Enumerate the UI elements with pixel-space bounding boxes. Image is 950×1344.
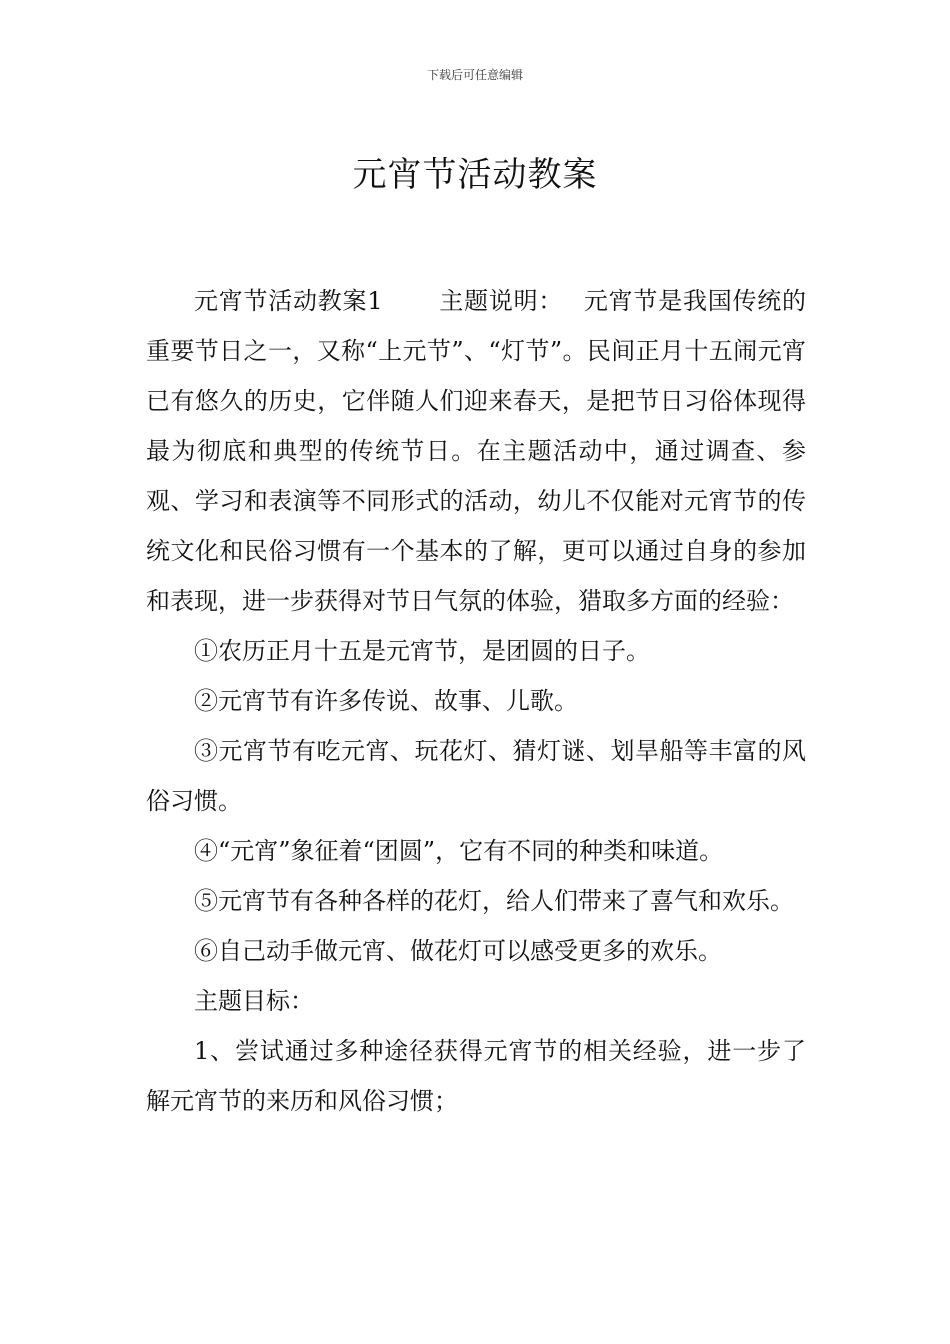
list-item: ④“元宵”象征着“团圆”，它有不同的种类和味道。	[194, 837, 724, 865]
header-note: 下载后可任意编辑	[426, 68, 523, 82]
document-body	[146, 276, 806, 1126]
topic-label: 主题说明：	[438, 287, 564, 315]
list-item: ⑤元宵节有各种各样的花灯，给人们带来了喜气和欢乐。	[194, 887, 794, 915]
section-label: 元宵节活动教案1	[194, 287, 383, 315]
goal-item: 1、尝试通过多种途径获得元宵节的相关经验，进一步了解元宵节的来历和风俗习惯；	[146, 1037, 806, 1115]
list-item: ⑥自己动手做元宵、做花灯可以感受更多的欢乐。	[194, 937, 722, 965]
document-title: 元宵节活动教案	[352, 154, 598, 195]
goals-heading: 主题目标：	[194, 987, 314, 1015]
list-item: ③元宵节有吃元宵、玩花灯、猜灯谜、划旱船等丰富的风俗习惯。	[146, 737, 806, 815]
list-item: ②元宵节有许多传说、故事、儿歌。	[194, 687, 578, 715]
intro-text: 元宵节是我国传统的重要节日之一，又称“上元节”、“灯节”。民间正月十五闹元宵已有悠久的历史，它伴随人们迎来春天，是把节日习俗体现得最为彻底和典型的传统节日。在主题活动中，通过调查、参观、学习和表演等不同形式的活动，幼儿不仅能对元宵节的传统文化和民俗习惯有一个基本的了解，更可以通过自身的参加和表现，进一步获得对节日气氛的体验，猎取多方面的经验：	[146, 287, 806, 615]
list-item: ①农历正月十五是元宵节，是团圆的日子。	[194, 637, 650, 665]
intro-paragraph	[146, 276, 806, 626]
